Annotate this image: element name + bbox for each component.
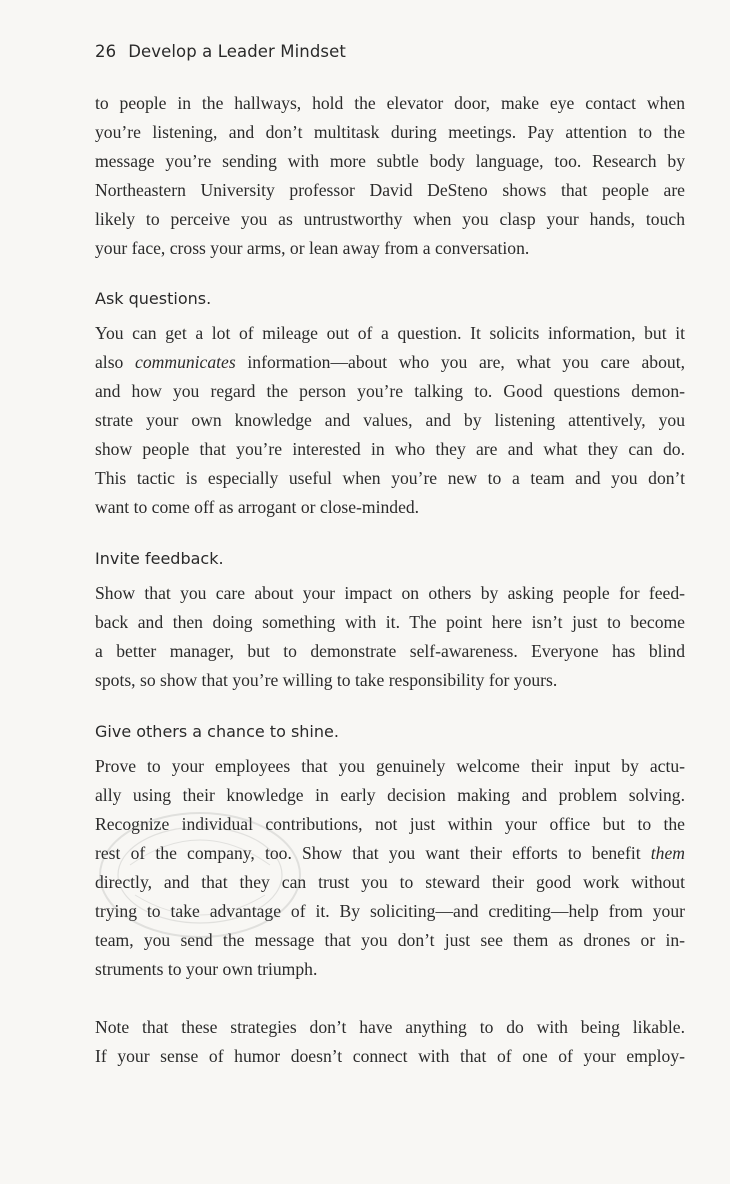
section-heading-invite-feedback: Invite feedback. xyxy=(95,549,224,568)
text-line: Note that these strategies don’t have anything to do with being likable. xyxy=(95,1017,685,1037)
text-line: likely to perceive you as untrustworthy when you clasp your hands, touch xyxy=(95,209,685,229)
text-line: Show that you care about your impact on others by asking people for feed- xyxy=(95,583,685,603)
text-line: You can get a lot of mileage out of a question. It solicits information, but it xyxy=(95,323,685,343)
text-line: message you’re sending with more subtle body language, too. Research by xyxy=(95,151,685,171)
text-line: Northeastern University professor David DeSteno shows that people are xyxy=(95,180,685,200)
text-line: a better manager, but to demonstrate self-awareness. Everyone has blind xyxy=(95,641,685,661)
text-line: want to come off as arrogant or close-minded. xyxy=(95,497,420,517)
text-line: Recognize individual contributions, not just within your office but to the xyxy=(95,814,685,834)
emphasis-text: communicates xyxy=(135,352,236,372)
page-number: 26 xyxy=(95,42,117,61)
text-line: and how you regard the person you’re talking to. Good questions demon- xyxy=(95,381,685,401)
text-line: spots, so show that you’re willing to take responsibility for yours. xyxy=(95,670,558,690)
invite-feedback-paragraph xyxy=(95,579,685,695)
text-line: ally using their knowledge in early decision making and problem solving. xyxy=(95,785,685,805)
text-line: If your sense of humor doesn’t connect with that of one of your employ- xyxy=(95,1046,685,1066)
text-line: back and then doing something with it. The point here isn’t just to become xyxy=(95,612,685,632)
text-line: you’re listening, and don’t multitask during meetings. Pay attention to the xyxy=(95,122,685,142)
chapter-title: Develop a Leader Mindset xyxy=(128,42,346,61)
ask-questions-paragraph xyxy=(95,319,685,522)
section-heading-ask-questions: Ask questions. xyxy=(95,289,212,308)
emphasis-text: them xyxy=(650,843,685,863)
text-line: struments to your own triumph. xyxy=(95,959,318,979)
give-others-chance-paragraph xyxy=(95,752,685,984)
text-line: team, you send the message that you don’t just see them as drones or in- xyxy=(95,930,685,950)
text-line: show people that you’re interested in who they are and what they can do. xyxy=(95,439,685,459)
text-fragment: information—about who you are, what you care about, xyxy=(235,352,685,372)
text-line xyxy=(95,348,685,377)
intro-paragraph xyxy=(95,89,685,263)
text-line: trying to take advantage of it. By soliciting—and crediting—help from your xyxy=(95,901,685,921)
note-paragraph xyxy=(95,1013,685,1071)
text-fragment: also xyxy=(95,352,136,372)
text-line: This tactic is especially useful when you’re new to a team and you don’t xyxy=(95,468,685,488)
text-line xyxy=(95,839,685,868)
section-heading-give-others-chance: Give others a chance to shine. xyxy=(95,722,339,741)
text-line: strate your own knowledge and values, and by listening attentively, you xyxy=(95,410,685,430)
running-head xyxy=(95,42,346,61)
text-line: Prove to your employees that you genuinely welcome their input by actu- xyxy=(95,756,685,776)
text-fragment: rest of the company, too. Show that you want their efforts to benefit xyxy=(95,843,651,863)
text-line: directly, and that they can trust you to steward their good work without xyxy=(95,872,685,892)
text-line: to people in the hallways, hold the elevator door, make eye contact when xyxy=(95,93,685,113)
text-line: your face, cross your arms, or lean away from a conversation. xyxy=(95,238,530,258)
